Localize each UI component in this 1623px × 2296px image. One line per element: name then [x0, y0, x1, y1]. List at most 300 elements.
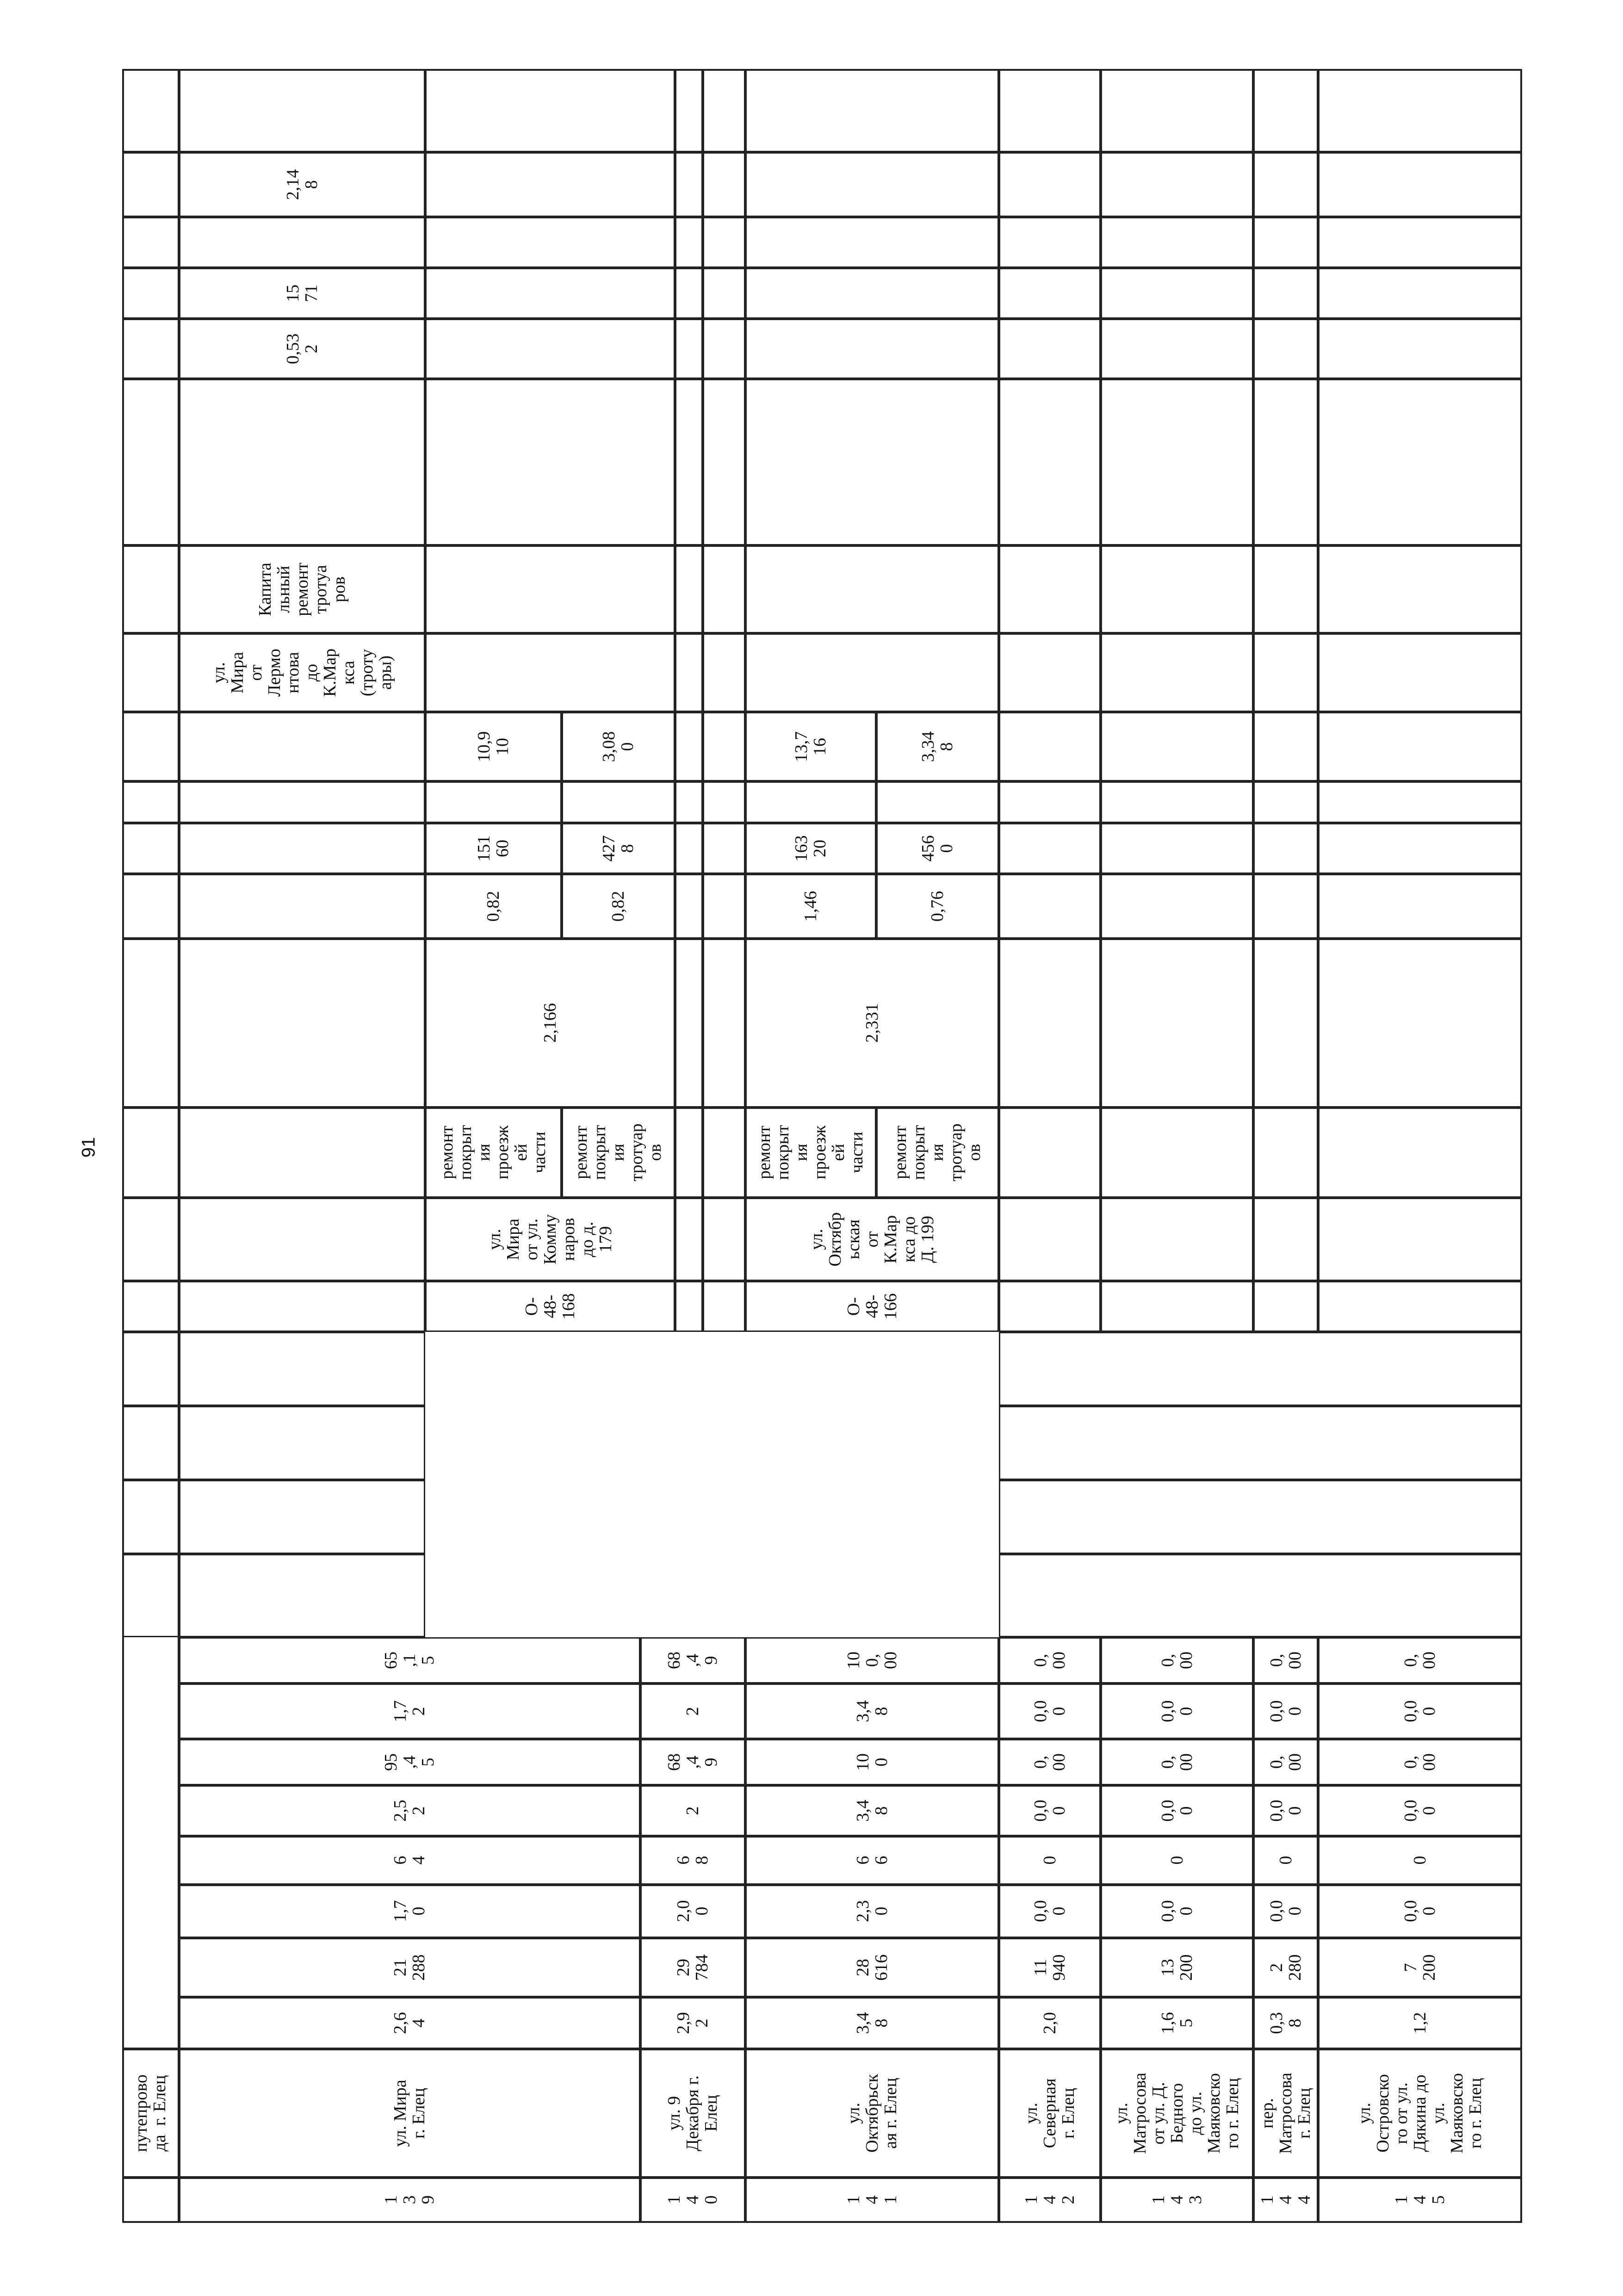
mira-blank-name	[179, 1198, 425, 1281]
sidewalk-mira-c	[179, 152, 425, 217]
cell-r142-c3	[999, 1785, 1101, 1836]
hdr-work	[122, 1108, 179, 1198]
blank-4-g2	[1253, 319, 1318, 379]
cell-r141-c1-text: 2,3 0	[853, 1900, 891, 1922]
cell-r141-area-text: 28 616	[853, 1954, 891, 1980]
o48-168-b2-text: 427 8	[599, 835, 637, 861]
cell-r144-c2	[1253, 1836, 1318, 1885]
o48-168-total	[425, 939, 675, 1108]
road-name-r139	[179, 2049, 640, 2178]
o48-166-b1-text: 163 20	[792, 835, 830, 861]
blank-4-code	[1253, 1281, 1318, 1332]
o48-168-blank1	[425, 781, 562, 823]
cell-r139-c3-text: 2,5 2	[390, 1799, 428, 1822]
cell-r140-length-text: 2,9 2	[674, 2011, 712, 2034]
cell-r142-length	[999, 1997, 1101, 2049]
obj-blank-1-g4	[745, 217, 999, 268]
blank-2-name	[999, 1198, 1101, 1281]
blank-3-g6	[1101, 69, 1253, 152]
o48-168-code	[425, 1281, 675, 1332]
o48-168-name	[425, 1198, 675, 1281]
empty-mira-e4	[179, 1332, 425, 1406]
cell-r139-c1	[179, 1885, 640, 1938]
cell-r143-c4	[1101, 1739, 1253, 1785]
cell-r141-length	[745, 1997, 999, 2049]
o48-166-code	[745, 1281, 999, 1332]
cell-r142-c6	[999, 1637, 1101, 1683]
blank-4-g3	[1253, 268, 1318, 319]
cell-r143-c6	[1101, 1637, 1253, 1683]
cell-r140-c1-text: 2,0 0	[674, 1900, 712, 1922]
blank-4-work	[1253, 1108, 1318, 1198]
cell-r143-c2-text: 0	[1167, 1856, 1187, 1865]
o48-166-total	[745, 939, 999, 1108]
cell-r145-c3	[1318, 1785, 1522, 1836]
cell-r141-c4-text: 10 0	[853, 1753, 891, 1771]
cell-r142-c1-text: 0,0 0	[1030, 1900, 1069, 1922]
o48-168-name-text: ул. Мира от ул. Комму наров до д. 179	[484, 1214, 615, 1264]
road-name-r145	[1318, 2049, 1522, 2178]
hdr-g5	[122, 152, 179, 217]
hdr-g4	[122, 217, 179, 268]
blank-4-g6	[1253, 69, 1318, 152]
o48-166-c1-text: 13,7 16	[792, 731, 830, 762]
road-name-r141	[745, 2049, 999, 2178]
cell-r141-c6-text: 10 0, 00	[843, 1651, 900, 1669]
blank-1-g2	[703, 319, 745, 379]
blank-0-g2	[675, 319, 703, 379]
road-name-r140-text: ул. 9 Декабря г. Елец	[664, 2075, 721, 2151]
sidewalk-mira-a-text: 0,53 2	[283, 333, 321, 364]
obj-blank-1-sname	[745, 633, 999, 712]
cell-r141-c5-text: 3,4 8	[853, 1700, 891, 1722]
row-number-r143-text: 1 4 3	[1148, 2195, 1205, 2204]
blank-1-c	[703, 712, 745, 781]
cell-r145-c5-text: 0,0 0	[1400, 1700, 1439, 1722]
mira-blank-b	[179, 823, 425, 874]
cell-r141-length-text: 3,4 8	[853, 2011, 891, 2034]
cell-r145-c1	[1318, 1885, 1522, 1938]
empty-head-e1	[122, 1554, 179, 1637]
blank-3-name	[1101, 1198, 1253, 1281]
o48-168-c2	[562, 712, 675, 781]
cell-r141-c5	[745, 1683, 999, 1739]
cell-r140-c3	[640, 1785, 745, 1836]
cell-r143-c2	[1101, 1836, 1253, 1885]
o48-168-a1-text: 0,82	[483, 891, 503, 922]
o48-166-work2-text: ремонт покрыт ия тротуар ов	[891, 1123, 984, 1182]
o48-168-c1-text: 10,9 10	[474, 731, 512, 762]
cell-r143-c3	[1101, 1785, 1253, 1836]
cell-r140-c6	[640, 1637, 745, 1683]
hdr-g1	[122, 379, 179, 545]
blank-1-sname	[703, 633, 745, 712]
blank-2-work	[999, 1108, 1101, 1198]
cell-r139-length-text: 2,6 4	[390, 2011, 428, 2034]
blank-2-g6	[999, 69, 1101, 152]
blank-5-g5	[1318, 152, 1522, 217]
blank-4-name	[1253, 1198, 1318, 1281]
cell-r143-area	[1101, 1938, 1253, 1997]
cell-r141-c6	[745, 1637, 999, 1683]
row-number-r139	[179, 2178, 640, 2222]
blank-4-a	[1253, 874, 1318, 939]
row-number-r144	[1253, 2178, 1318, 2222]
obj-blank-1-g5	[745, 152, 999, 217]
cell-r144-c5-text: 0,0 0	[1266, 1700, 1305, 1722]
cell-r143-c5-text: 0,0 0	[1158, 1700, 1196, 1722]
blank-5-g1	[1318, 379, 1522, 545]
road-name-r140	[640, 2049, 745, 2178]
blank-4-swork	[1253, 545, 1318, 633]
blank-2-g5	[999, 152, 1101, 217]
blank-1-g5	[703, 152, 745, 217]
cell-r142-c2	[999, 1836, 1101, 1885]
blank-2-g3	[999, 268, 1101, 319]
obj-blank-1-g3	[745, 268, 999, 319]
cell-r139-c4-text: 95 ,4 5	[381, 1753, 438, 1771]
cell-r141-c4	[745, 1739, 999, 1785]
o48-168-a1	[425, 874, 562, 939]
blank-0-code	[675, 1281, 703, 1332]
o48-168-blank2	[562, 781, 675, 823]
mira-blank-c	[179, 712, 425, 781]
cell-r145-c4-text: 0, 00	[1400, 1753, 1439, 1771]
sidewalk-mira-blank	[179, 379, 425, 545]
cell-r140-c4	[640, 1739, 745, 1785]
road-tail-cell-text: путепрово да г. Елец	[131, 2074, 169, 2152]
cell-r139-c4	[179, 1739, 640, 1785]
cell-r140-c3-text: 2	[683, 1806, 702, 1815]
o48-168-work1-text: ремонт покрыт ия проезж ей части	[437, 1125, 549, 1180]
blank-2-total	[999, 939, 1101, 1108]
blank-3-total	[1101, 939, 1253, 1108]
cell-r139-c5-text: 1,7 2	[390, 1700, 428, 1722]
cell-r140-c2-text: 6 8	[674, 1856, 712, 1865]
o48-166-blank2	[876, 781, 999, 823]
blank-3-code	[1101, 1281, 1253, 1332]
cell-r145-c2-text: 0	[1410, 1856, 1430, 1865]
blank-2-code	[999, 1281, 1101, 1332]
blank-5-a	[1318, 874, 1522, 939]
cell-r139-length	[179, 1997, 640, 2049]
row-number-r140-text: 1 4 0	[664, 2195, 721, 2204]
cell-r143-c1	[1101, 1885, 1253, 1938]
blank-0-sname	[675, 633, 703, 712]
cell-r139-c6	[179, 1637, 640, 1683]
cell-r144-c4	[1253, 1739, 1318, 1785]
obj-blank-0-g1	[425, 379, 675, 545]
cell-r142-area-text: 11 940	[1030, 1954, 1069, 1980]
obj-blank-0-sname	[425, 633, 675, 712]
blank-5-blank	[1318, 781, 1522, 823]
cell-r142-length-text: 2,0	[1040, 2011, 1059, 2034]
mira-blank-work	[179, 1108, 425, 1198]
o48-166-b2	[876, 823, 999, 874]
cell-r141-area	[745, 1938, 999, 1997]
cell-r145-area-text: 7 200	[1400, 1954, 1439, 1980]
cell-r140-area-text: 29 784	[674, 1954, 712, 1980]
o48-166-a2-text: 0,76	[928, 891, 947, 922]
row-number-r142-text: 1 4 2	[1021, 2195, 1078, 2204]
hdr-total	[122, 939, 179, 1108]
blank-2-b	[999, 823, 1101, 874]
blank-1-g1	[703, 379, 745, 545]
cell-r145-length	[1318, 1997, 1522, 2049]
blank-5-work	[1318, 1108, 1522, 1198]
blank-1-blank	[703, 781, 745, 823]
cell-r144-c1	[1253, 1885, 1318, 1938]
sidewalk-mira-work	[179, 545, 425, 633]
cell-r145-c1-text: 0,0 0	[1400, 1900, 1439, 1922]
blank-0-g6	[675, 69, 703, 152]
sidewalk-mira-a	[179, 319, 425, 379]
cell-r142-area	[999, 1938, 1101, 1997]
blank-2-c	[999, 712, 1101, 781]
empty-head-e3	[122, 1406, 179, 1480]
road-name-r143	[1101, 2049, 1253, 2178]
blank-3-c	[1101, 712, 1253, 781]
o48-166-name-text: ул. Октябр ьская от К.Мар кса до Д. 199	[806, 1212, 937, 1267]
cell-r142-c1	[999, 1885, 1101, 1938]
o48-166-a1	[745, 874, 876, 939]
blank-0-a	[675, 874, 703, 939]
obj-blank-1-g6	[745, 69, 999, 152]
blank-3-work	[1101, 1108, 1253, 1198]
o48-168-b1	[425, 823, 562, 874]
row-number-r145	[1318, 2178, 1522, 2222]
blank-2-sname	[999, 633, 1101, 712]
cell-r144-c3	[1253, 1785, 1318, 1836]
blank-1-g3	[703, 268, 745, 319]
blank-5-code	[1318, 1281, 1522, 1332]
o48-166-work2	[876, 1108, 999, 1198]
empty-rest-e3	[999, 1406, 1522, 1480]
cell-r145-c5	[1318, 1683, 1522, 1739]
road-name-r144-text: пер. Матросова г. Елец	[1257, 2072, 1314, 2154]
cell-r144-length-text: 0,3 8	[1266, 2011, 1305, 2034]
empty-mira-e2	[179, 1480, 425, 1554]
hdr-g6	[122, 69, 179, 152]
cell-r141-c2	[745, 1836, 999, 1885]
cell-r142-c6-text: 0, 00	[1030, 1651, 1069, 1669]
blank-1-code	[703, 1281, 745, 1332]
sidewalk-mira-b	[179, 268, 425, 319]
row-number-r145-text: 1 4 5	[1391, 2195, 1448, 2204]
o48-166-a2	[876, 874, 999, 939]
blank-1-swork	[703, 545, 745, 633]
blank-5-b	[1318, 823, 1522, 874]
cell-r142-c4	[999, 1739, 1101, 1785]
mira-blank-code	[179, 1281, 425, 1332]
cell-r143-c3-text: 0,0 0	[1158, 1799, 1196, 1822]
o48-166-c1	[745, 712, 876, 781]
obj-blank-0-g4	[425, 217, 675, 268]
cell-r142-c3-text: 0,0 0	[1030, 1799, 1069, 1822]
blank-0-blank	[675, 781, 703, 823]
blank-2-g2	[999, 319, 1101, 379]
cell-r141-c3	[745, 1785, 999, 1836]
o48-166-c2-text: 3,34 8	[918, 731, 956, 762]
blank-1-b	[703, 823, 745, 874]
road-name-r143-text: ул. Матросова от ул. Д. Бедного до ул. Маяковско го г. Елец	[1111, 2072, 1242, 2154]
obj-blank-0-g2	[425, 319, 675, 379]
empty-head-e2	[122, 1480, 179, 1554]
cell-r143-length	[1101, 1997, 1253, 2049]
blank-0-g4	[675, 217, 703, 268]
cell-r139-c5	[179, 1683, 640, 1739]
blank-5-swork	[1318, 545, 1522, 633]
cell-r145-c6	[1318, 1637, 1522, 1683]
cell-r144-c4-text: 0, 00	[1266, 1753, 1305, 1771]
cell-r140-area	[640, 1938, 745, 1997]
road-name-r142	[999, 2049, 1101, 2178]
hdr-g3	[122, 268, 179, 319]
obj-blank-0-g5	[425, 152, 675, 217]
blank-4-sname	[1253, 633, 1318, 712]
cell-r139-c6-text: 65 ,1 5	[381, 1651, 438, 1669]
blank-5-sname	[1318, 633, 1522, 712]
road-name-r145-text: ул. Островско го от ул. Дякина до ул. Маяковско го г. Елец	[1354, 2073, 1485, 2154]
blank-0-b	[675, 823, 703, 874]
cell-r145-c2	[1318, 1836, 1522, 1885]
cell-r144-c2-text: 0	[1276, 1856, 1295, 1865]
cell-r139-c2-text: 6 4	[390, 1856, 428, 1865]
o48-168-work2-text: ремонт покрыт ия тротуар ов	[571, 1123, 665, 1182]
hdr-swork	[122, 545, 179, 633]
cell-r139-area-text: 21 288	[390, 1954, 428, 1980]
sidewalk-mira-b-text: 15 71	[283, 284, 321, 302]
cell-r145-area	[1318, 1938, 1522, 1997]
hdr-blank	[122, 781, 179, 823]
hdr-g2	[122, 319, 179, 379]
cell-r140-c1	[640, 1885, 745, 1938]
o48-166-b1	[745, 823, 876, 874]
cell-r144-c3-text: 0,0 0	[1266, 1799, 1305, 1822]
obj-blank-0-g6	[425, 69, 675, 152]
blank-1-g4	[703, 217, 745, 268]
empty-mira-e1	[179, 1554, 425, 1637]
blank-4-c	[1253, 712, 1318, 781]
road-name-r141-text: ул. Октябрьск ая г. Елец	[843, 2073, 900, 2153]
hdr-name	[122, 1198, 179, 1281]
road-name-r144	[1253, 2049, 1318, 2178]
o48-168-a2	[562, 874, 675, 939]
blank-5-g4	[1318, 217, 1522, 268]
sidewalk-mira-blank3	[179, 69, 425, 152]
cell-r142-c5-text: 0,0 0	[1030, 1700, 1069, 1722]
cell-r143-c1-text: 0,0 0	[1158, 1900, 1196, 1922]
cell-r140-c5-text: 2	[683, 1707, 702, 1715]
empty-rest-e1	[999, 1554, 1522, 1637]
cell-r140-length	[640, 1997, 745, 2049]
road-tail-cell	[122, 2049, 179, 2178]
blank-2-swork	[999, 545, 1101, 633]
row-number-r141	[745, 2178, 999, 2222]
o48-168-b1-text: 151 60	[474, 835, 512, 861]
hdr-a	[122, 874, 179, 939]
row-number-r141-text: 1 4 1	[843, 2195, 900, 2204]
hdr-sname	[122, 633, 179, 712]
cell-r140-c6-text: 68 ,4 9	[664, 1651, 721, 1669]
o48-166-blank1	[745, 781, 876, 823]
obj-blank-1-g2	[745, 319, 999, 379]
blank-1-name	[703, 1198, 745, 1281]
cell-r140-c4-text: 68 ,4 9	[664, 1753, 721, 1771]
road-name-r139-text: ул. Мира г. Елец	[390, 2079, 428, 2147]
blank-1-total	[703, 939, 745, 1108]
blank-3-b	[1101, 823, 1253, 874]
obj-blank-1-g1	[745, 379, 999, 545]
obj-blank-0-g3	[425, 268, 675, 319]
cell-r143-c5	[1101, 1683, 1253, 1739]
empty-mira-e3	[179, 1406, 425, 1480]
cell-r144-c5	[1253, 1683, 1318, 1739]
blank-3-g5	[1101, 152, 1253, 217]
blank-3-g3	[1101, 268, 1253, 319]
o48-168-code-text: О- 48- 168	[521, 1293, 578, 1319]
blank-0-swork	[675, 545, 703, 633]
blank-3-g4	[1101, 217, 1253, 268]
cell-r145-c4	[1318, 1739, 1522, 1785]
o48-168-c2-text: 3,08 0	[599, 731, 637, 762]
cell-r144-c1-text: 0,0 0	[1266, 1900, 1305, 1922]
cell-r143-area-text: 13 200	[1158, 1954, 1196, 1980]
o48-166-a1-text: 1,46	[801, 891, 820, 922]
blank-0-work	[675, 1108, 703, 1198]
row-number-r139-text: 1 3 9	[381, 2195, 438, 2204]
blank-5-g2	[1318, 319, 1522, 379]
sidewalk-mira-work-text: Капита льный ремонт тротуа ров	[255, 562, 349, 616]
o48-166-work1	[745, 1108, 876, 1198]
num-tail-cell	[122, 2178, 179, 2222]
blank-5-g6	[1318, 69, 1522, 152]
cell-r144-area-text: 2 280	[1266, 1954, 1305, 1980]
o48-168-c1	[425, 712, 562, 781]
cell-r144-c6	[1253, 1637, 1318, 1683]
blank-2-blank	[999, 781, 1101, 823]
o48-166-code-text: О- 48- 166	[843, 1293, 900, 1319]
o48-166-c2	[876, 712, 999, 781]
row-number-r140	[640, 2178, 745, 2222]
obj-blank-0-swork	[425, 545, 675, 633]
empty-head-e4	[122, 1332, 179, 1406]
cell-r145-c6-text: 0, 00	[1400, 1651, 1439, 1669]
blank-0-name	[675, 1198, 703, 1281]
blank-0-g3	[675, 268, 703, 319]
cell-r141-c3-text: 3,4 8	[853, 1799, 891, 1822]
blank-3-g2	[1101, 319, 1253, 379]
cell-r144-length	[1253, 1997, 1318, 2049]
blank-4-g5	[1253, 152, 1318, 217]
blank-2-g4	[999, 217, 1101, 268]
blank-5-name	[1318, 1198, 1522, 1281]
blank-1-g6	[703, 69, 745, 152]
cell-r144-c6-text: 0, 00	[1266, 1651, 1305, 1669]
cell-r142-c2-text: 0	[1040, 1856, 1059, 1865]
cell-r143-length-text: 1,6 5	[1158, 2011, 1196, 2034]
blank-4-b	[1253, 823, 1318, 874]
blank-5-c	[1318, 712, 1522, 781]
empty-rest-e4	[999, 1332, 1522, 1406]
blank-2-a	[999, 874, 1101, 939]
mira-blank-blank	[179, 781, 425, 823]
blank-0-c	[675, 712, 703, 781]
empty-rest-e2	[999, 1480, 1522, 1554]
cell-r145-c3-text: 0,0 0	[1400, 1799, 1439, 1822]
blank-4-total	[1253, 939, 1318, 1108]
blank-0-g5	[675, 152, 703, 217]
